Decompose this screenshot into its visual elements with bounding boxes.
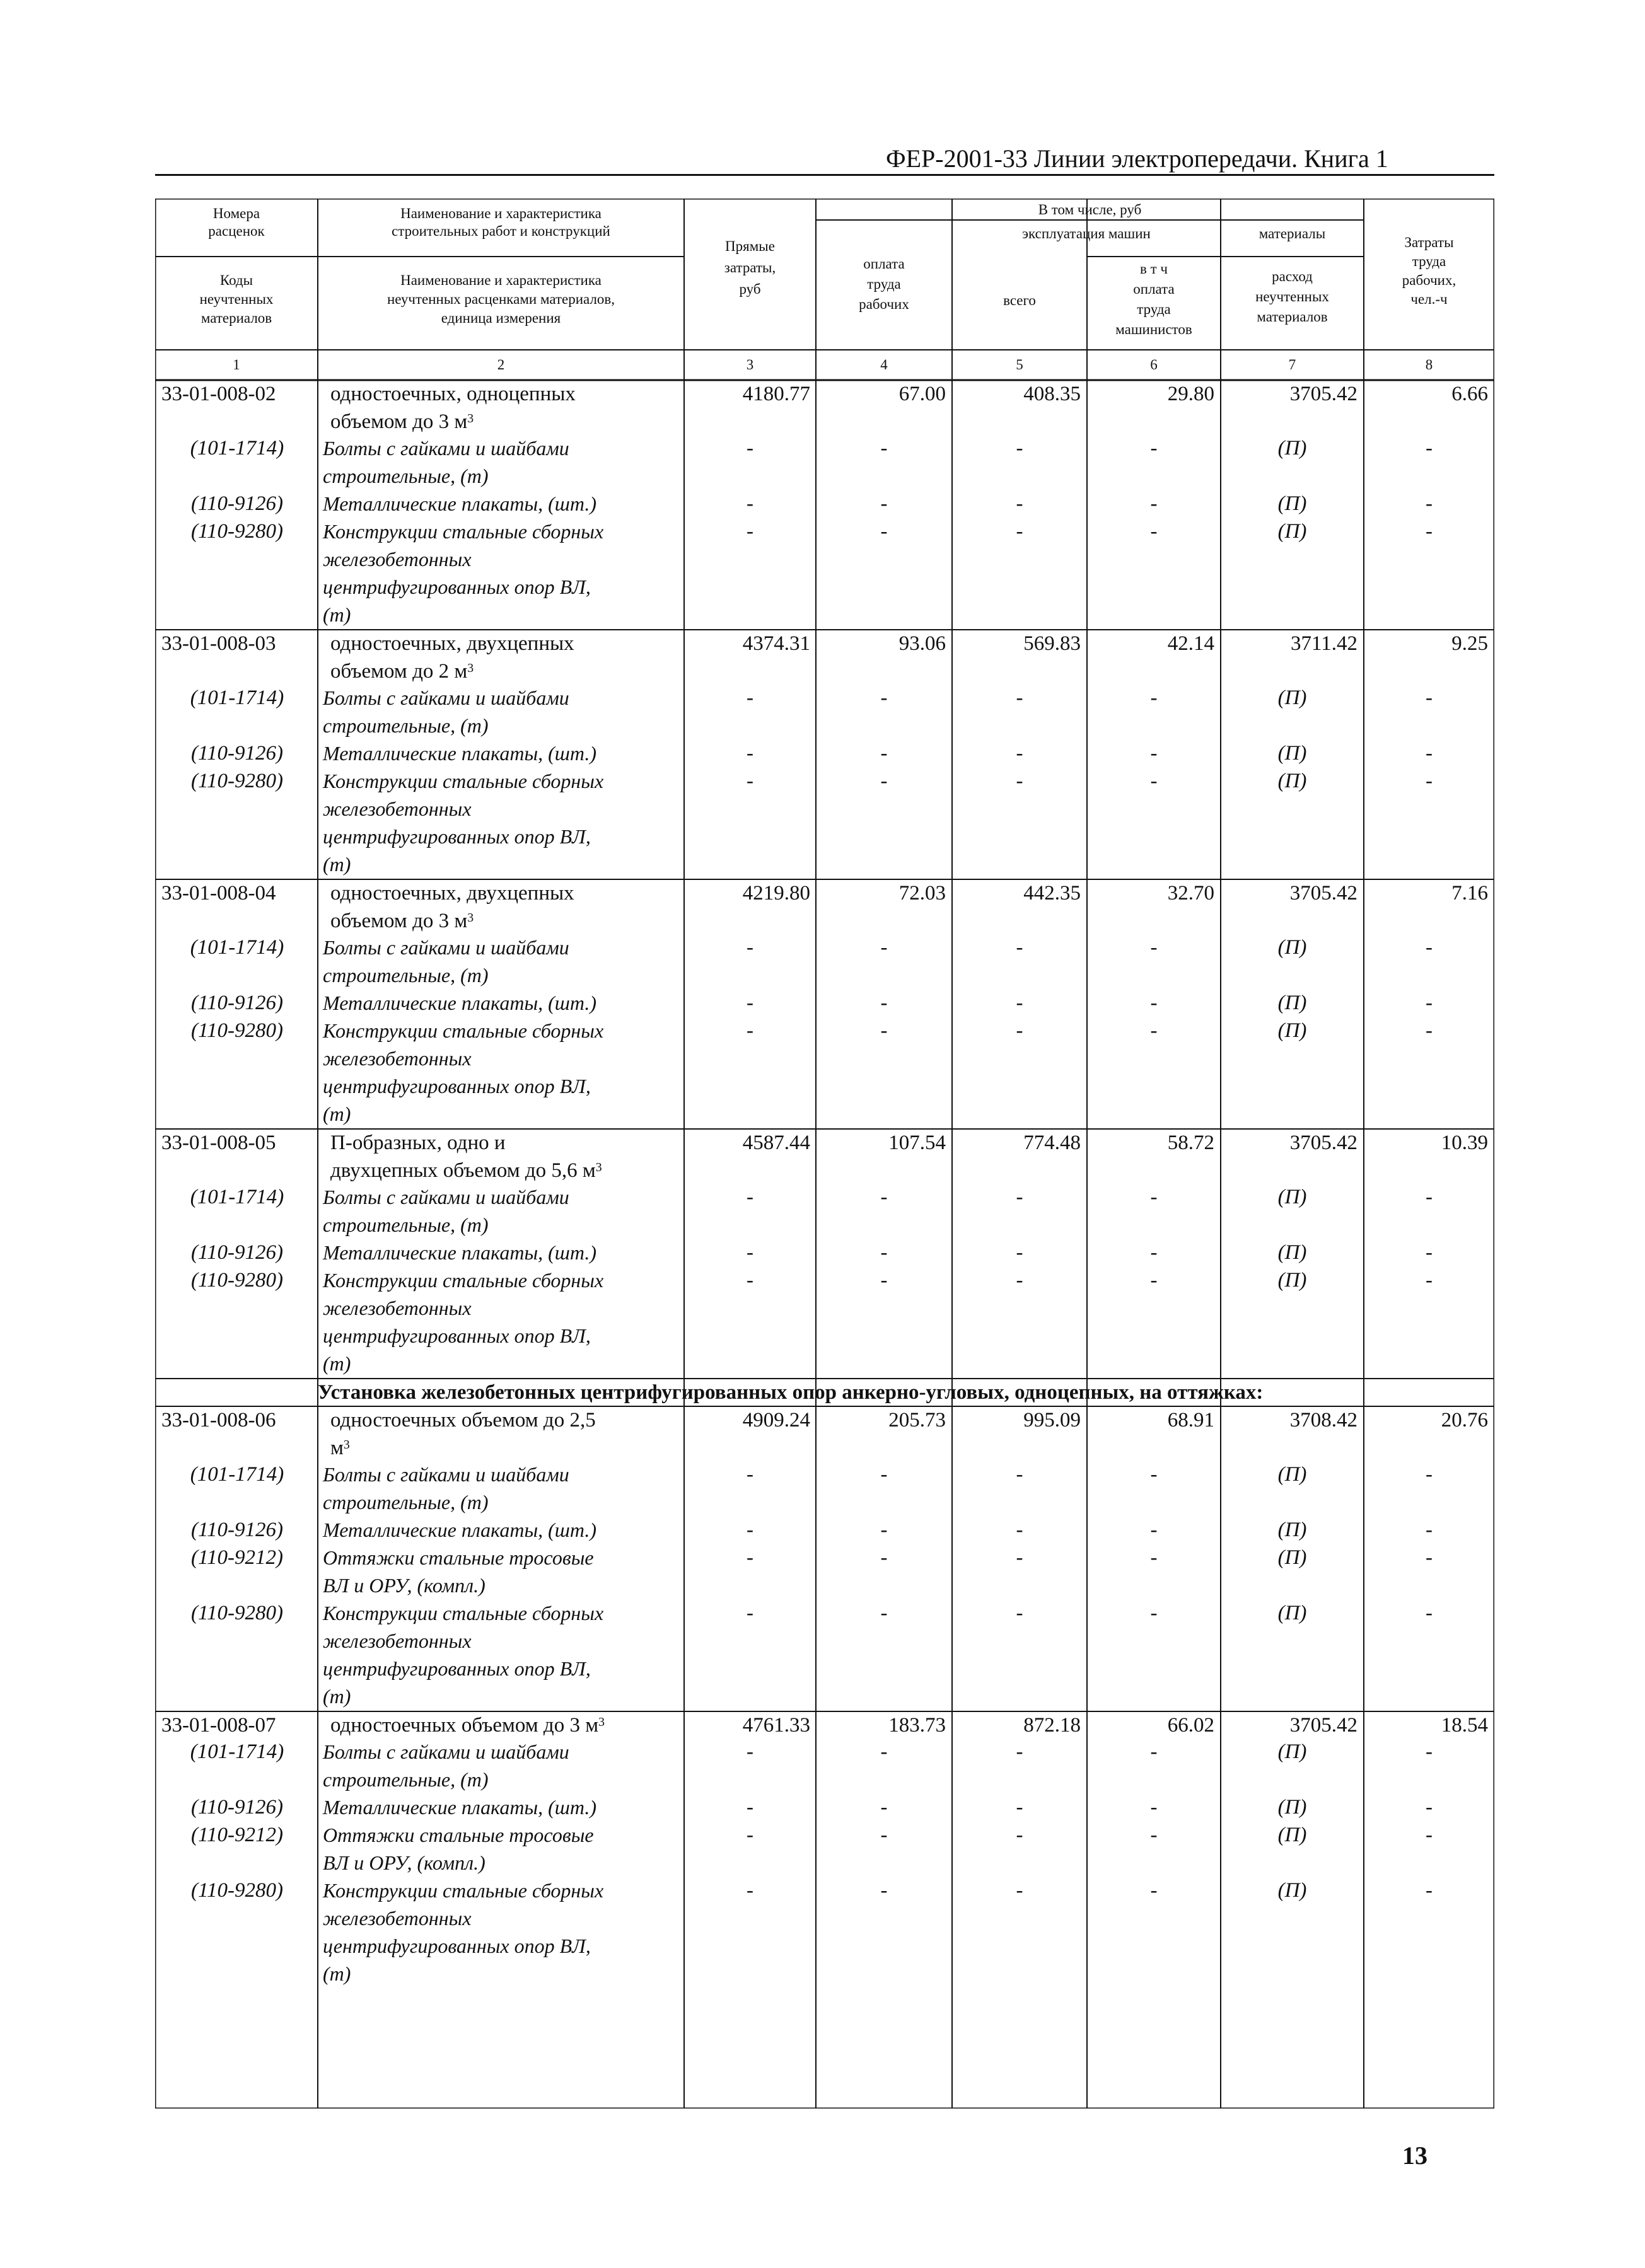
material-name: ВЛ и ОРУ, (компл.) — [323, 1851, 485, 1874]
material-name: (т) — [323, 1102, 351, 1125]
column-header-codes: расценок — [208, 223, 265, 239]
machine-cost: 995.09 — [1023, 1409, 1081, 1432]
unit-superscript: 3 — [598, 1715, 605, 1730]
empty-dash: - — [1426, 742, 1433, 765]
labor-cost: 72.03 — [898, 882, 946, 905]
material-code: (110-9212) — [190, 1824, 284, 1846]
column-header-labor-hours: труда — [1412, 253, 1446, 269]
column-header-name-bottom: неучтенных расценками материалов, — [387, 291, 615, 307]
project-material-mark: (П) — [1277, 1879, 1307, 1902]
material-name: железобетонных — [323, 797, 472, 820]
empty-dash: - — [1426, 1824, 1433, 1846]
empty-dash: - — [1150, 1519, 1158, 1541]
materials-cost: 3705.42 — [1289, 882, 1357, 905]
material-name: Болты с гайками и шайбами — [323, 437, 569, 460]
empty-dash: - — [1016, 1546, 1023, 1569]
material-name: Конструкции стальные сборных — [323, 770, 604, 792]
material-code: (101-1714) — [190, 437, 284, 460]
empty-dash: - — [1426, 770, 1433, 792]
column-header-group: В том числе, руб — [1038, 202, 1142, 217]
empty-dash: - — [747, 1241, 753, 1264]
empty-dash: - — [747, 686, 753, 709]
column-header-name-bottom: Наименование и характеристика — [400, 272, 602, 288]
column-header-labor-hours: Затраты — [1404, 234, 1454, 250]
column-number: 1 — [233, 357, 240, 373]
empty-dash: - — [1150, 1796, 1158, 1819]
material-name: Оттяжки стальные тросовые — [323, 1546, 594, 1569]
empty-dash: - — [1016, 1019, 1023, 1042]
empty-dash: - — [1150, 437, 1158, 460]
empty-dash: - — [1150, 492, 1158, 515]
empty-dash: - — [1426, 1740, 1433, 1763]
empty-dash: - — [747, 992, 753, 1014]
empty-dash: - — [1150, 1602, 1158, 1624]
column-header-operator-labor: оплата — [1133, 281, 1175, 297]
material-name: строительные, (т) — [323, 1213, 489, 1236]
labor-cost: 107.54 — [888, 1131, 946, 1154]
column-header-labor: оплата — [863, 256, 905, 272]
material-code: (110-9212) — [190, 1546, 284, 1569]
empty-dash: - — [1016, 1186, 1023, 1208]
material-code: (101-1714) — [190, 1463, 284, 1486]
operator-labor-cost: 32.70 — [1167, 882, 1214, 905]
work-name-volume: объемом до 2 $м^3$ — [330, 660, 474, 683]
labor-hours: 18.54 — [1441, 1714, 1488, 1737]
empty-dash: - — [1426, 1463, 1433, 1486]
empty-dash: - — [747, 1824, 753, 1846]
empty-dash: - — [1016, 1463, 1023, 1486]
column-header-direct-costs: Прямые — [725, 238, 775, 254]
empty-dash: - — [880, 992, 888, 1014]
machine-cost: 442.35 — [1023, 882, 1081, 905]
material-code: (110-9280) — [190, 1602, 284, 1624]
empty-dash: - — [747, 1019, 753, 1042]
material-name: Металлические плакаты, (шт.) — [323, 1241, 597, 1264]
empty-dash: - — [880, 1824, 888, 1846]
empty-dash: - — [1016, 1796, 1023, 1819]
direct-cost: 4761.33 — [742, 1714, 810, 1737]
work-name: одностоечных объемом до 2,5 — [330, 1409, 596, 1432]
empty-dash: - — [1016, 936, 1023, 959]
material-name: строительные, (т) — [323, 1491, 489, 1513]
empty-dash: - — [1016, 992, 1023, 1014]
rate-code: 33-01-008-06 — [161, 1409, 276, 1432]
project-material-mark: (П) — [1277, 686, 1307, 709]
material-name: Металлические плакаты, (шт.) — [323, 1796, 597, 1819]
empty-dash: - — [880, 1879, 888, 1902]
material-name: строительные, (т) — [323, 714, 489, 737]
direct-cost: 4909.24 — [742, 1409, 810, 1432]
column-header-operator-labor: машинистов — [1115, 321, 1192, 337]
machine-cost: 408.35 — [1023, 383, 1081, 405]
empty-dash: - — [880, 1796, 888, 1819]
material-name: Оттяжки стальные тросовые — [323, 1824, 594, 1846]
empty-dash: - — [1150, 1879, 1158, 1902]
empty-dash: - — [880, 1463, 888, 1486]
labor-hours: 20.76 — [1441, 1409, 1488, 1432]
materials-cost: 3708.42 — [1289, 1409, 1357, 1432]
empty-dash: - — [1016, 742, 1023, 765]
empty-dash: - — [1150, 1546, 1158, 1569]
direct-cost: 4219.80 — [742, 882, 810, 905]
column-header-materials-consumption: материалов — [1257, 309, 1328, 325]
empty-dash: - — [747, 1463, 753, 1486]
empty-dash: - — [880, 1269, 888, 1292]
unit-superscript: 3 — [467, 412, 474, 426]
project-material-mark: (П) — [1277, 1824, 1307, 1846]
rate-code: 33-01-008-05 — [161, 1131, 276, 1154]
empty-dash: - — [1016, 492, 1023, 515]
empty-dash: - — [1426, 437, 1433, 460]
column-header-codes-bottom: материалов — [201, 310, 272, 326]
material-name: Болты с гайками и шайбами — [323, 1463, 569, 1486]
material-name: железобетонных — [323, 1907, 472, 1930]
empty-dash: - — [1150, 936, 1158, 959]
column-number: 5 — [1016, 357, 1023, 373]
project-material-mark: (П) — [1277, 1186, 1307, 1208]
material-name: строительные, (т) — [323, 465, 489, 487]
material-code: (110-9280) — [190, 770, 284, 792]
empty-dash: - — [1426, 1546, 1433, 1569]
material-name: железобетонных — [323, 548, 472, 570]
material-name: строительные, (т) — [323, 1768, 489, 1791]
material-name: Болты с гайками и шайбами — [323, 1186, 569, 1208]
project-material-mark: (П) — [1277, 437, 1307, 460]
labor-cost: 183.73 — [888, 1714, 946, 1737]
project-material-mark: (П) — [1277, 492, 1307, 515]
project-material-mark: (П) — [1277, 520, 1307, 543]
material-code: (110-9280) — [190, 1269, 284, 1292]
labor-hours: 7.16 — [1451, 882, 1488, 905]
empty-dash: - — [880, 1546, 888, 1569]
empty-dash: - — [1150, 686, 1158, 709]
material-name: Конструкции стальные сборных — [323, 1019, 604, 1042]
project-material-mark: (П) — [1277, 1019, 1307, 1042]
empty-dash: - — [1426, 992, 1433, 1014]
material-name: центрифугированных опор ВЛ, — [323, 576, 591, 598]
empty-dash: - — [880, 1241, 888, 1264]
empty-dash: - — [1150, 520, 1158, 543]
project-material-mark: (П) — [1277, 1463, 1307, 1486]
section-heading: Установка железобетонных центрифугированных опор анкерно-угловых, одноцепных, на оттяжках: — [318, 1381, 1264, 1404]
labor-cost: 93.06 — [898, 632, 946, 655]
labor-hours: 10.39 — [1441, 1131, 1488, 1154]
empty-dash: - — [1150, 1463, 1158, 1486]
material-name: Металлические плакаты, (шт.) — [323, 742, 597, 765]
empty-dash: - — [747, 1879, 753, 1902]
rate-code: 33-01-008-04 — [161, 882, 276, 905]
empty-dash: - — [1426, 1019, 1433, 1042]
column-header-machines-total: всего — [1003, 292, 1036, 308]
empty-dash: - — [1016, 520, 1023, 543]
material-name: Металлические плакаты, (шт.) — [323, 1519, 597, 1541]
empty-dash: - — [747, 1740, 753, 1763]
material-name: Металлические плакаты, (шт.) — [323, 992, 597, 1014]
empty-dash: - — [880, 742, 888, 765]
column-header-labor-hours: чел.-ч — [1410, 291, 1448, 307]
column-header-name-bottom: единица измерения — [441, 310, 561, 326]
material-code: (110-9280) — [190, 1019, 284, 1042]
material-name: железобетонных — [323, 1629, 472, 1652]
direct-cost: 4374.31 — [742, 632, 810, 655]
rate-code: 33-01-008-02 — [161, 383, 276, 405]
empty-dash: - — [880, 1186, 888, 1208]
empty-dash: - — [1426, 1241, 1433, 1264]
material-name: центрифугированных опор ВЛ, — [323, 1935, 591, 1957]
empty-dash: - — [1150, 1019, 1158, 1042]
empty-dash: - — [880, 770, 888, 792]
project-material-mark: (П) — [1277, 770, 1307, 792]
material-code: (101-1714) — [190, 936, 284, 959]
unit-superscript: 3 — [467, 661, 474, 676]
material-name: Конструкции стальные сборных — [323, 520, 604, 543]
labor-cost: 205.73 — [888, 1409, 946, 1432]
material-name: Конструкции стальные сборных — [323, 1602, 604, 1624]
empty-dash: - — [1150, 1824, 1158, 1846]
labor-hours: 6.66 — [1451, 383, 1488, 405]
rate-code: 33-01-008-03 — [161, 632, 276, 655]
column-header-direct-costs: руб — [739, 281, 761, 297]
column-header-name: строительных работ и конструкций — [392, 223, 610, 239]
work-name: одностоечных, двухцепных — [330, 632, 574, 655]
empty-dash: - — [747, 437, 753, 460]
material-name: Болты с гайками и шайбами — [323, 936, 569, 959]
empty-dash: - — [1016, 1241, 1023, 1264]
column-header-operator-labor: в т ч — [1140, 261, 1168, 277]
empty-dash: - — [1426, 936, 1433, 959]
work-name-volume: объемом до 3 $м^3$ — [330, 410, 474, 433]
column-header-codes-bottom: Коды — [219, 272, 253, 288]
column-header-codes: Номера — [212, 205, 260, 221]
empty-dash: - — [880, 686, 888, 709]
material-name: Болты с гайками и шайбами — [323, 1740, 569, 1763]
material-name: Болты с гайками и шайбами — [323, 686, 569, 709]
work-name-volume: объемом до 3 $м^3$ — [330, 910, 474, 932]
material-name: Конструкции стальные сборных — [323, 1269, 604, 1292]
empty-dash: - — [880, 1519, 888, 1541]
project-material-mark: (П) — [1277, 1740, 1307, 1763]
operator-labor-cost: 68.91 — [1167, 1409, 1214, 1432]
empty-dash: - — [1426, 1796, 1433, 1819]
empty-dash: - — [1016, 1602, 1023, 1624]
material-code: (110-9126) — [190, 992, 284, 1014]
empty-dash: - — [747, 742, 753, 765]
empty-dash: - — [1426, 1519, 1433, 1541]
empty-dash: - — [1150, 1269, 1158, 1292]
empty-dash: - — [1150, 1186, 1158, 1208]
project-material-mark: (П) — [1277, 1796, 1307, 1819]
column-header-name: Наименование и характеристика — [400, 205, 602, 221]
work-name: П-образных, одно и — [330, 1131, 506, 1154]
direct-cost: 4587.44 — [742, 1131, 810, 1154]
project-material-mark: (П) — [1277, 1519, 1307, 1541]
empty-dash: - — [1426, 1269, 1433, 1292]
column-number: 6 — [1150, 357, 1158, 373]
empty-dash: - — [1016, 1519, 1023, 1541]
empty-dash: - — [1016, 770, 1023, 792]
empty-dash: - — [880, 437, 888, 460]
project-material-mark: (П) — [1277, 742, 1307, 765]
project-material-mark: (П) — [1277, 1269, 1307, 1292]
running-header: ФЕР-2001-33 Линии электропередачи. Книга 1 — [886, 144, 1388, 173]
column-number: 3 — [746, 357, 754, 373]
materials-cost: 3705.42 — [1289, 383, 1357, 405]
empty-dash: - — [1426, 492, 1433, 515]
labor-cost: 67.00 — [898, 383, 946, 405]
empty-dash: - — [1150, 992, 1158, 1014]
materials-cost: 3705.42 — [1289, 1131, 1357, 1154]
project-material-mark: (П) — [1277, 1602, 1307, 1624]
empty-dash: - — [747, 520, 753, 543]
material-name: ВЛ и ОРУ, (компл.) — [323, 1574, 485, 1597]
material-code: (110-9126) — [190, 492, 284, 515]
empty-dash: - — [880, 1740, 888, 1763]
work-name-volume: $м^3$ — [330, 1437, 350, 1459]
empty-dash: - — [747, 1796, 753, 1819]
machine-cost: 872.18 — [1023, 1714, 1081, 1737]
material-name: (т) — [323, 1962, 351, 1985]
header-rule — [155, 174, 1494, 176]
empty-dash: - — [747, 1269, 753, 1292]
empty-dash: - — [1150, 742, 1158, 765]
empty-dash: - — [880, 1019, 888, 1042]
empty-dash: - — [1426, 520, 1433, 543]
column-header-labor-hours: рабочих, — [1402, 272, 1456, 288]
operator-labor-cost: 42.14 — [1167, 632, 1214, 655]
page-number: 13 — [1402, 2141, 1427, 2170]
empty-dash: - — [747, 1546, 753, 1569]
column-header-materials-consumption: неучтенных — [1255, 289, 1329, 304]
rates-table — [155, 199, 1494, 2109]
empty-dash: - — [747, 770, 753, 792]
column-header-materials-consumption: расход — [1272, 269, 1313, 284]
empty-dash: - — [1016, 437, 1023, 460]
project-material-mark: (П) — [1277, 1241, 1307, 1264]
operator-labor-cost: 58.72 — [1167, 1131, 1214, 1154]
empty-dash: - — [880, 520, 888, 543]
unit-superscript: 3 — [595, 1160, 602, 1175]
empty-dash: - — [880, 936, 888, 959]
materials-cost: 3705.42 — [1289, 1714, 1357, 1737]
column-number: 2 — [497, 357, 505, 373]
material-code: (110-9126) — [190, 1519, 284, 1541]
empty-dash: - — [747, 1519, 753, 1541]
project-material-mark: (П) — [1277, 936, 1307, 959]
empty-dash: - — [880, 1602, 888, 1624]
project-material-mark: (П) — [1277, 1546, 1307, 1569]
column-header-labor: труда — [867, 276, 901, 292]
column-header-materials: материалы — [1258, 226, 1326, 241]
material-name: железобетонных — [323, 1297, 472, 1319]
empty-dash: - — [880, 492, 888, 515]
direct-cost: 4180.77 — [742, 383, 810, 405]
empty-dash: - — [1016, 1740, 1023, 1763]
machine-cost: 774.48 — [1023, 1131, 1081, 1154]
material-code: (101-1714) — [190, 686, 284, 709]
column-number: 7 — [1288, 357, 1296, 373]
empty-dash: - — [1426, 686, 1433, 709]
unit-superscript: 3 — [343, 1438, 350, 1452]
material-name: (т) — [323, 1352, 351, 1375]
material-code: (101-1714) — [190, 1186, 284, 1208]
material-name: строительные, (т) — [323, 964, 489, 986]
empty-dash: - — [1016, 1269, 1023, 1292]
empty-dash: - — [1426, 1186, 1433, 1208]
material-code: (110-9126) — [190, 1796, 284, 1819]
work-name: одностоечных, двухцепных — [330, 882, 574, 905]
rate-code: 33-01-008-07 — [161, 1714, 276, 1737]
empty-dash: - — [1426, 1602, 1433, 1624]
material-name: (т) — [323, 853, 351, 876]
empty-dash: - — [1016, 1824, 1023, 1846]
material-code: (110-9280) — [190, 520, 284, 543]
column-header-labor: рабочих — [859, 296, 909, 312]
labor-hours: 9.25 — [1451, 632, 1488, 655]
material-code: (110-9126) — [190, 1241, 284, 1264]
empty-dash: - — [1150, 1241, 1158, 1264]
empty-dash: - — [747, 492, 753, 515]
material-code: (110-9280) — [190, 1879, 284, 1902]
machine-cost: 569.83 — [1023, 632, 1081, 655]
empty-dash: - — [1016, 1879, 1023, 1902]
column-header-operator-labor: труда — [1137, 301, 1171, 317]
empty-dash: - — [747, 1186, 753, 1208]
material-name: центрифугированных опор ВЛ, — [323, 1657, 591, 1680]
work-name: одностоечных, одноцепных — [330, 383, 576, 405]
material-name: Конструкции стальные сборных — [323, 1879, 604, 1902]
material-name: (т) — [323, 603, 351, 626]
column-number: 4 — [880, 357, 888, 373]
empty-dash: - — [747, 936, 753, 959]
materials-cost: 3711.42 — [1290, 632, 1357, 655]
column-header-direct-costs: затраты, — [724, 260, 776, 275]
work-name: одностоечных объемом до 3 $м^3$ — [330, 1714, 605, 1737]
column-number: 8 — [1425, 357, 1433, 373]
material-name: центрифугированных опор ВЛ, — [323, 1324, 591, 1347]
material-code: (110-9126) — [190, 742, 284, 765]
material-name: центрифугированных опор ВЛ, — [323, 825, 591, 848]
material-name: (т) — [323, 1685, 351, 1708]
operator-labor-cost: 29.80 — [1167, 383, 1214, 405]
unit-superscript: 3 — [467, 911, 474, 925]
column-header-machines: эксплуатация машин — [1022, 226, 1151, 241]
empty-dash: - — [1016, 686, 1023, 709]
empty-dash: - — [1426, 1879, 1433, 1902]
work-name-volume: двухцепных объемом до 5,6 $м^3$ — [330, 1159, 602, 1182]
empty-dash: - — [1150, 1740, 1158, 1763]
material-name: Металлические плакаты, (шт.) — [323, 492, 597, 515]
empty-dash: - — [1150, 770, 1158, 792]
material-code: (101-1714) — [190, 1740, 284, 1763]
material-name: центрифугированных опор ВЛ, — [323, 1075, 591, 1097]
empty-dash: - — [747, 1602, 753, 1624]
material-name: железобетонных — [323, 1047, 472, 1070]
project-material-mark: (П) — [1277, 992, 1307, 1014]
column-header-codes-bottom: неучтенных — [199, 291, 274, 307]
operator-labor-cost: 66.02 — [1167, 1714, 1214, 1737]
